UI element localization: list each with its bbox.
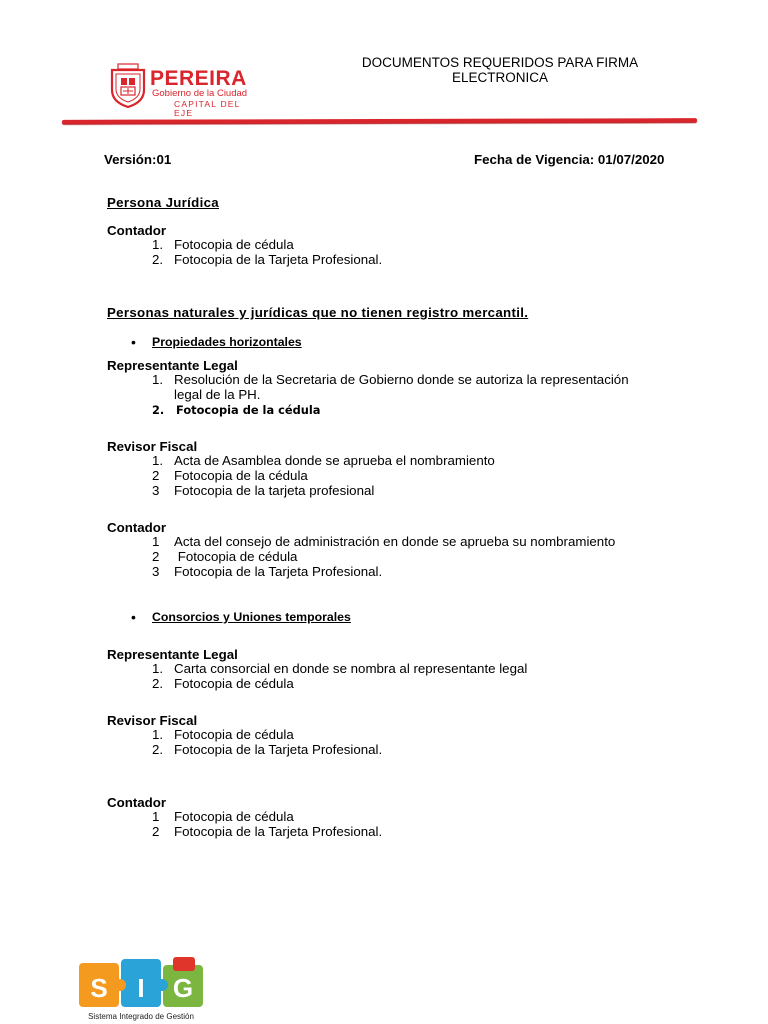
section-heading-persona-juridica: Persona Jurídica — [107, 195, 219, 210]
pereira-logo — [108, 62, 258, 118]
document-title — [320, 55, 680, 85]
subsection-heading-propiedades: Propiedades horizontales — [152, 335, 302, 349]
sig-letter-i: I — [137, 973, 145, 1003]
role-heading-contador: Contador — [107, 520, 167, 535]
role-heading-representante-legal: Representante Legal — [107, 358, 238, 373]
role-heading-contador: Contador — [107, 223, 167, 238]
sig-caption: Sistema Integrado de Gestión — [88, 1012, 194, 1021]
document-title-line2: ELECTRONICA — [451, 70, 549, 85]
logo-wordmark: PEREIRA — [150, 67, 247, 90]
logo-subtitle: Gobierno de la Ciudad — [152, 88, 248, 99]
header-divider — [62, 118, 697, 124]
section-heading-personas-naturales: Personas naturales y jurídicas que no tienen registro mercantil. — [107, 305, 529, 320]
sig-letter-s: S — [90, 973, 108, 1003]
validity-date: Fecha de Vigencia: 01/07/2020 — [474, 152, 665, 167]
document-title-line1: DOCUMENTOS REQUERIDOS PARA FIRMA — [361, 55, 639, 70]
sig-piece-red — [173, 957, 195, 971]
pereira-shield-icon — [108, 62, 148, 108]
logo-tagline: CAPITAL DEL EJE — [174, 99, 241, 118]
sig-letter-g: G — [172, 973, 194, 1003]
role-heading-representante-legal: Representante Legal — [107, 647, 238, 662]
bullet-icon: • — [131, 609, 136, 625]
role-heading-revisor-fiscal: Revisor Fiscal — [107, 439, 198, 454]
sig-logo — [77, 955, 205, 1023]
subsection-heading-consorcios: Consorcios y Uniones temporales — [152, 610, 351, 624]
role-heading-revisor-fiscal: Revisor Fiscal — [107, 713, 198, 728]
role-heading-contador: Contador — [107, 795, 167, 810]
version-label: Versión:01 — [104, 152, 172, 167]
bullet-icon: • — [131, 334, 136, 350]
